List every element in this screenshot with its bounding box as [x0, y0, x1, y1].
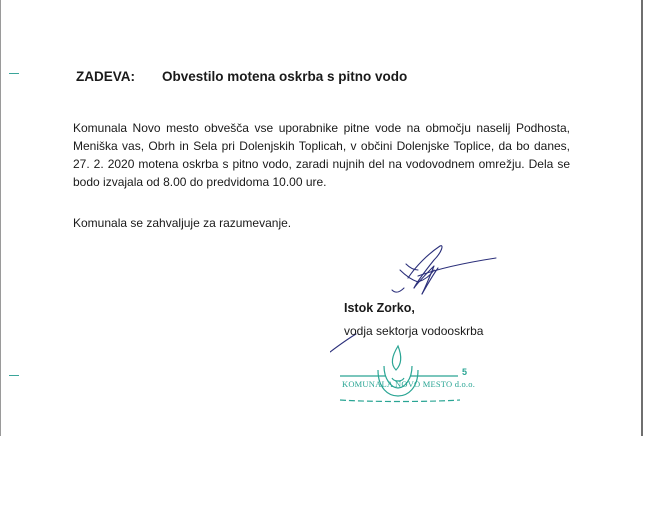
page-right-edge — [641, 0, 643, 436]
page-left-edge — [0, 0, 1, 436]
signer-role: vodja sektorja vodooskrba — [344, 324, 484, 338]
stamp-number: 5 — [462, 367, 468, 377]
stamp-company-name: KOMUNALA NOVO MESTO d.o.o. — [342, 379, 476, 389]
handwritten-signature — [330, 236, 500, 356]
subject-line — [76, 69, 407, 84]
company-stamp-logo — [330, 342, 480, 408]
margin-fold-mark-bottom — [9, 375, 19, 376]
signer-name: Istok Zorko, — [344, 301, 415, 315]
margin-fold-mark-top — [9, 73, 19, 74]
body-paragraph: Komunala Novo mesto obvešča vse uporabnike pitne vode na območju naselij Podhosta, Meniška vas, Obrh in Sela pri Dolenjskih Toplicah, v občini Dolenjske Toplice, da bo danes, 27. 2. 2020 motena oskrba s pitno vodo, zaradi nujnih del na vodovodnem omrežju. Dela se bodo izvajala od 8.00 do predvidoma 10.00 ure. — [73, 121, 570, 189]
subject-text: Obvestilo motena oskrba s pitno vodo — [162, 69, 408, 84]
subject-label: ZADEVA: — [76, 69, 135, 84]
blank-background — [0, 436, 647, 516]
thanks-paragraph: Komunala se zahvaljuje za razumevanje. — [73, 216, 292, 230]
